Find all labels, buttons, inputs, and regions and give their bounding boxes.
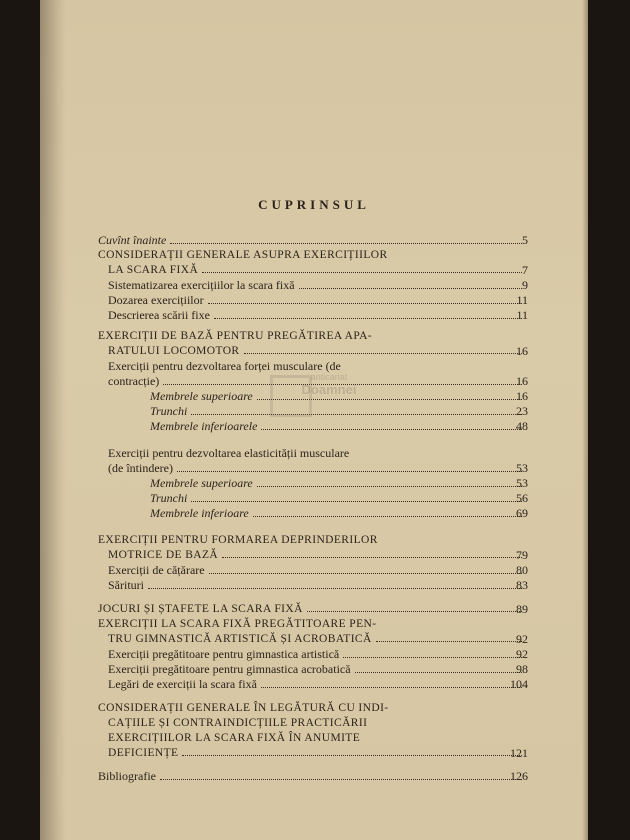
toc-entry	[98, 563, 528, 578]
toc-entry	[98, 374, 528, 389]
toc-entry-text: LA SCARA FIXĂ	[108, 264, 199, 276]
toc-entry-text: Exerciții pentru dezvoltarea forței musculare (de	[108, 359, 341, 373]
toc-entry-text: Cuvînt înainte	[98, 233, 167, 247]
toc-entry-text: Membrele superioare	[150, 476, 253, 490]
leader-dots	[182, 755, 522, 756]
toc-chapter-considerations	[98, 248, 528, 263]
toc-entry-text: Descrierea scării fixe	[108, 308, 210, 322]
toc-chapter-games	[98, 602, 528, 617]
leader-dots	[160, 779, 522, 780]
toc-entry	[98, 677, 528, 692]
toc-entry-text: Legări de exerciții la scara fixă	[108, 677, 257, 691]
page-number: 53	[516, 476, 528, 490]
page-number: 92	[516, 632, 528, 646]
toc-entry	[98, 578, 528, 593]
leader-dots	[170, 243, 522, 244]
page-number: 92	[516, 647, 528, 661]
toc-entry-text: (de întindere)	[108, 461, 173, 475]
toc-entry-bibliografie	[98, 769, 528, 784]
toc-entry-text: Exerciții pentru dezvoltarea elasticității musculare	[108, 446, 350, 460]
page-number: 16	[516, 374, 528, 388]
toc-entry-text: Bibliografie	[98, 769, 156, 783]
page-number: 16	[516, 389, 528, 403]
leader-dots	[202, 272, 522, 273]
toc-entry-text: Sistematizarea exercițiilor la scara fixă	[108, 278, 295, 292]
watermark-line2: Doamnei	[301, 382, 357, 397]
page-number: 9	[522, 278, 528, 292]
page-number: 104	[510, 677, 528, 691]
leader-dots	[261, 429, 522, 430]
toc-entry-text: Trunchi	[150, 404, 188, 418]
spine-shadow	[40, 0, 66, 840]
toc-entry-text: JOCURI ȘI ȘTAFETE LA SCARA FIXĂ	[98, 603, 303, 615]
toc-entry-text: Exerciții de cățărare	[108, 563, 205, 577]
page-number: 23	[516, 404, 528, 418]
leader-dots	[208, 303, 522, 304]
toc-entry-text: CAȚIILE ȘI CONTRAINDICȚIILE PRACTICĂRII	[108, 717, 368, 729]
page-number: 48	[516, 419, 528, 433]
toc-entry-text: CONSIDERAȚII GENERALE ÎN LEGĂTURĂ CU INDI-	[98, 702, 389, 714]
page-number: 69	[516, 506, 528, 520]
book-page	[40, 0, 588, 840]
watermark-line1: anticariat	[310, 372, 348, 382]
page-number: 56	[516, 491, 528, 505]
toc-entry-text: Exerciții pregătitoare pentru gimnastica acrobatică	[108, 662, 351, 676]
toc-entry-text: DEFICIENȚE	[108, 747, 179, 759]
toc-entry-text: TRU GIMNASTICĂ ARTISTICĂ ȘI ACROBATICĂ	[108, 633, 372, 645]
toc-chapter-considerations-cont	[98, 263, 528, 278]
page-number: 7	[522, 263, 528, 277]
leader-dots	[214, 318, 522, 319]
toc-chapter-gymnastics-cont	[98, 632, 528, 647]
leader-dots	[209, 573, 522, 574]
toc-entry	[98, 662, 528, 677]
toc-chapter-gymnastics	[98, 617, 528, 632]
toc-entry-text: RATULUI LOCOMOTOR	[108, 345, 240, 357]
toc-entry-text: MOTRICE DE BAZĂ	[108, 549, 219, 561]
leader-dots	[191, 501, 522, 502]
toc-entry-text: EXERCIȚIILOR LA SCARA FIXĂ ÎN ANUMITE	[108, 732, 361, 744]
page-number: 11	[516, 293, 528, 307]
leader-dots	[222, 557, 522, 558]
page-number: 98	[516, 662, 528, 676]
page-title: CUPRINSUL	[258, 197, 370, 212]
page-number: 89	[516, 602, 528, 616]
toc-entry	[98, 446, 528, 461]
page-edge	[582, 0, 588, 840]
toc-chapter-motor-skills	[98, 533, 528, 548]
toc-entry	[98, 293, 528, 308]
toc-chapter-motor-skills-cont	[98, 548, 528, 563]
toc-entry	[98, 308, 528, 323]
toc-entry-text: contracție)	[108, 374, 160, 388]
page-number: 121	[510, 746, 528, 760]
toc-subentry	[98, 389, 528, 404]
page-number: 5	[522, 233, 528, 247]
toc-entry-text: Exerciții pregătitoare pentru gimnastica artistică	[108, 647, 340, 661]
leader-dots	[177, 471, 522, 472]
leader-dots	[307, 611, 522, 612]
toc-subentry	[98, 404, 528, 419]
leader-dots	[148, 588, 522, 589]
toc-entry	[98, 461, 528, 476]
leader-dots	[257, 486, 522, 487]
toc-entry	[98, 278, 528, 293]
toc-entry-text: Sărituri	[108, 578, 144, 592]
toc-subentry	[98, 419, 528, 434]
toc-chapter-indications	[98, 701, 528, 716]
toc-entry	[98, 359, 528, 374]
toc-subentry	[98, 491, 528, 506]
toc-chapter-indications-cont	[98, 716, 528, 731]
toc-chapter-indications-cont	[98, 746, 528, 761]
toc-subentry	[98, 476, 528, 491]
page-number: 16	[516, 344, 528, 358]
leader-dots	[191, 414, 522, 415]
page-number: 79	[516, 548, 528, 562]
page-number: 126	[510, 769, 528, 783]
leader-dots	[299, 288, 522, 289]
page-number: 80	[516, 563, 528, 577]
toc-entry-text: EXERCIȚII DE BAZĂ PENTRU PREGĂTIREA APA-	[98, 330, 373, 342]
toc-chapter-indications-cont	[98, 731, 528, 746]
page-number: 53	[516, 461, 528, 475]
toc-entry-text: Membrele inferioarele	[150, 419, 258, 433]
leader-dots	[244, 353, 523, 354]
toc-entry-text: Membrele superioare	[150, 389, 253, 403]
leader-dots	[343, 657, 522, 658]
toc-entry	[98, 647, 528, 662]
watermark-logo	[270, 375, 312, 417]
toc-chapter-basic-exercises-cont	[98, 344, 528, 359]
table-of-contents	[98, 233, 528, 784]
leader-dots	[261, 687, 522, 688]
page-number: 11	[516, 308, 528, 322]
toc-entry-text: Membrele inferioare	[150, 506, 249, 520]
toc-entry-text: EXERCIȚII PENTRU FORMAREA DEPRINDERILOR	[98, 534, 378, 546]
toc-subentry	[98, 506, 528, 521]
toc-entry-text: EXERCIȚII LA SCARA FIXĂ PREGĂTITOARE PEN-	[98, 618, 377, 630]
toc-chapter-basic-exercises	[98, 329, 528, 344]
leader-dots	[253, 516, 522, 517]
toc-entry-text: Dozarea exercițiilor	[108, 293, 204, 307]
toc-entry-cuvint-inainte	[98, 233, 528, 248]
toc-entry-text: CONSIDERAȚII GENERALE ASUPRA EXERCIȚIILOR	[98, 249, 388, 261]
toc-entry-text: Trunchi	[150, 491, 188, 505]
leader-dots	[163, 384, 522, 385]
leader-dots	[355, 672, 522, 673]
page-number: 83	[516, 578, 528, 592]
